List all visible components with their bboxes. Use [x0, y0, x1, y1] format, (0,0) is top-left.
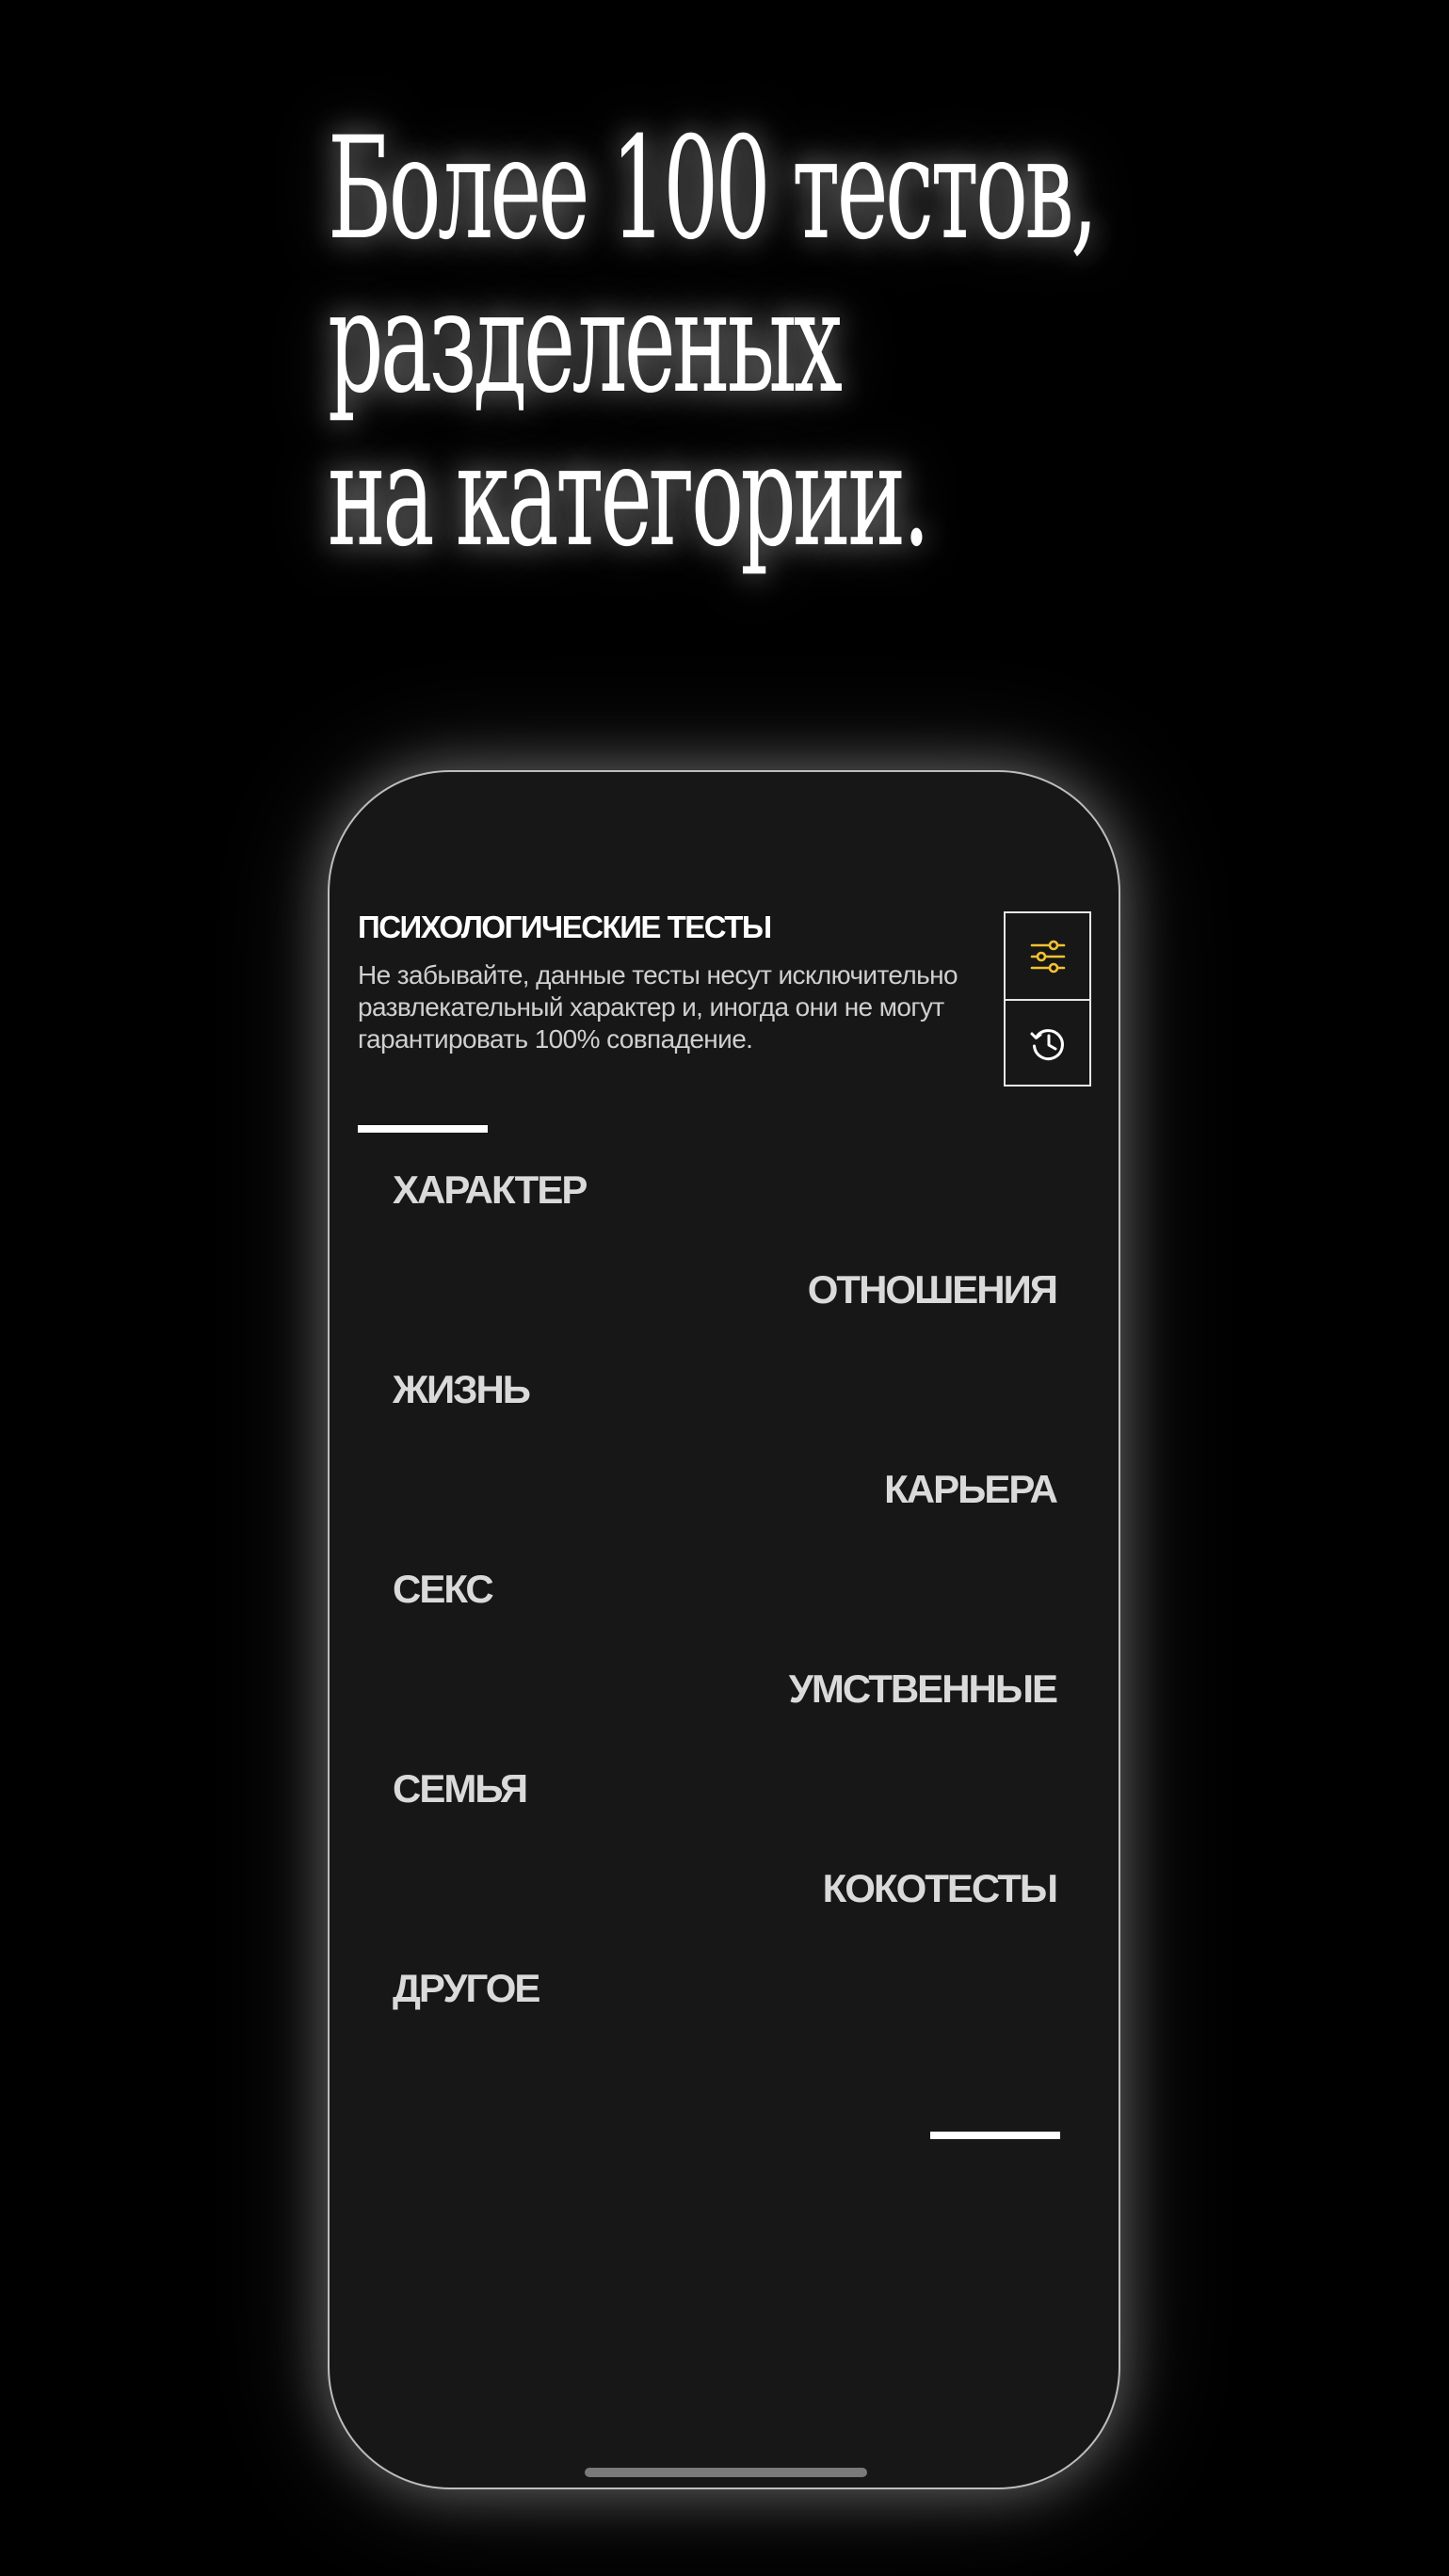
history-button[interactable] — [1006, 1001, 1089, 1087]
home-indicator[interactable] — [585, 2468, 867, 2477]
category-life[interactable]: ЖИЗНЬ — [393, 1367, 529, 1411]
category-sex[interactable]: СЕКС — [393, 1567, 492, 1611]
headline-line-2: разделеных — [328, 261, 840, 425]
sliders-icon — [1029, 940, 1067, 974]
category-relationships[interactable]: ОТНОШЕНИЯ — [807, 1267, 1056, 1312]
filter-button[interactable] — [1006, 913, 1089, 1001]
history-icon — [1029, 1025, 1067, 1063]
promo-headline — [328, 107, 1095, 578]
page-description: Не забывайте, данные тесты несут исключительно развлекательный характер и, иногда они не могут гарантировать 100% совпадение. — [358, 960, 958, 1054]
category-career[interactable]: КАРЬЕРА — [884, 1467, 1056, 1511]
description-fade — [358, 1071, 979, 1094]
headline-line-3: на категории. — [328, 414, 927, 578]
headline-line-1: Более 100 тестов, — [328, 107, 1095, 271]
side-controls — [1004, 911, 1091, 1087]
category-family[interactable]: СЕМЬЯ — [393, 1766, 527, 1811]
top-divider — [358, 1125, 488, 1133]
page-title: ПСИХОЛОГИЧЕСКИЕ ТЕСТЫ — [358, 910, 771, 944]
category-mental[interactable]: УМСТВЕННЫЕ — [788, 1666, 1056, 1711]
phone-frame — [328, 770, 1120, 2489]
category-other[interactable]: ДРУГОЕ — [393, 1966, 539, 2010]
category-character[interactable]: ХАРАКТЕР — [393, 1167, 587, 1212]
category-list — [330, 1167, 1119, 2109]
category-kokotests[interactable]: КОКОТЕСТЫ — [822, 1866, 1056, 1910]
bottom-divider — [930, 2132, 1060, 2139]
